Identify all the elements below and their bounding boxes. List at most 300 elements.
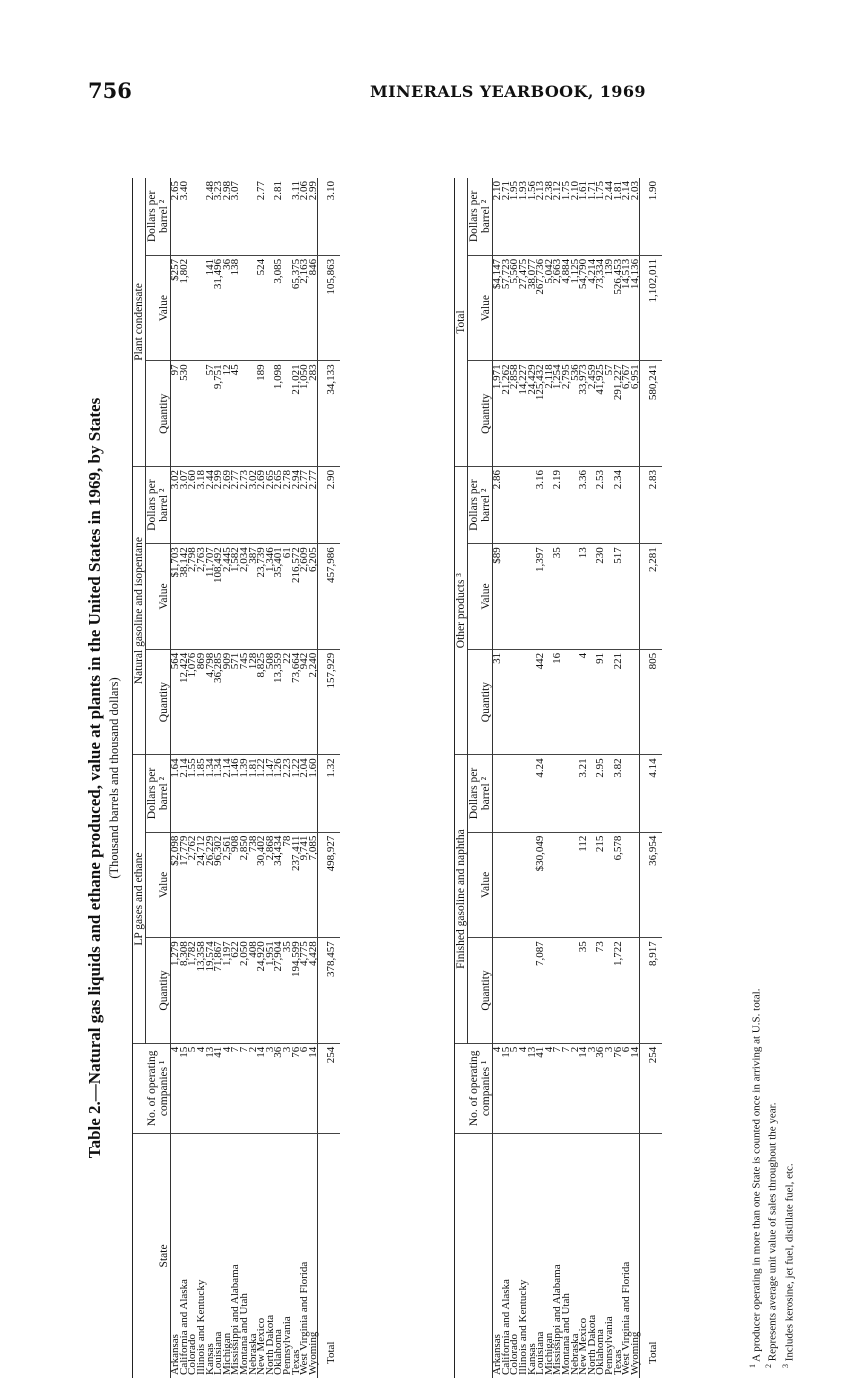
data-cell xyxy=(502,938,511,1044)
col-header-value: Value xyxy=(468,832,493,938)
data-cell: 2.10 xyxy=(493,178,502,255)
table-row xyxy=(510,178,519,1378)
data-cell: 3.02 xyxy=(249,466,258,543)
state-name-cell: Texas xyxy=(611,1349,624,1375)
table-part-2-body xyxy=(493,178,663,1378)
col-header-dollars-per-barrel: Dollars per barrel ² xyxy=(468,178,493,255)
total-label: Total xyxy=(318,1133,341,1378)
total-cell: 254 xyxy=(640,1043,663,1133)
table-part-2 xyxy=(454,178,662,1378)
data-cell: 9,741 xyxy=(300,832,309,938)
data-cell xyxy=(631,544,640,650)
data-cell: 2.19 xyxy=(553,466,562,543)
data-cell: 91 xyxy=(596,649,605,755)
state-name-cell: Nebraska xyxy=(246,1333,259,1375)
data-cell: 1.47 xyxy=(266,755,275,832)
total-cell: 3.10 xyxy=(318,178,341,255)
data-cell: 76 xyxy=(292,1043,301,1133)
data-cell: 1.93 xyxy=(519,178,528,255)
data-cell xyxy=(240,361,249,467)
data-cell: 108,492 xyxy=(214,544,223,650)
data-cell: 2,118 xyxy=(545,361,554,467)
data-cell: 2.77 xyxy=(309,466,318,543)
data-cell: 194,599 xyxy=(292,938,301,1044)
data-cell: $2,098 xyxy=(171,832,180,938)
data-cell: 1.71 xyxy=(588,178,597,255)
data-cell: 13,359 xyxy=(274,649,283,755)
data-cell: 2 xyxy=(571,1043,580,1133)
data-cell: 1.85 xyxy=(197,755,206,832)
data-cell xyxy=(631,755,640,832)
data-cell: 14 xyxy=(579,1043,588,1133)
data-cell: 908 xyxy=(231,832,240,938)
data-cell: 3.21 xyxy=(579,755,588,832)
col-header-state: State xyxy=(133,1133,171,1378)
table-row xyxy=(180,178,189,1378)
data-cell: 71,867 xyxy=(214,938,223,1044)
data-cell xyxy=(588,938,597,1044)
data-cell: 73 xyxy=(596,938,605,1044)
data-cell: 36 xyxy=(274,1043,283,1133)
data-cell: 31,496 xyxy=(214,255,223,361)
data-cell: 2,445 xyxy=(223,544,232,650)
total-cell: 1,102,011 xyxy=(640,255,663,361)
data-cell xyxy=(571,649,580,755)
state-name-cell: Michigan xyxy=(220,1332,233,1375)
data-cell xyxy=(519,649,528,755)
data-cell: 2.44 xyxy=(206,466,215,543)
data-cell: $89 xyxy=(493,544,502,650)
table-row xyxy=(545,178,554,1378)
table-row xyxy=(571,178,580,1378)
data-cell: 216,572 xyxy=(292,544,301,650)
table-row xyxy=(283,178,292,1378)
data-cell xyxy=(510,832,519,938)
data-cell: 1,197 xyxy=(223,938,232,1044)
data-cell: 517 xyxy=(614,544,623,650)
data-cell: 7 xyxy=(240,1043,249,1133)
data-cell: 24,712 xyxy=(197,832,206,938)
data-cell: 4 xyxy=(545,1043,554,1133)
col-header-quantity: Quantity xyxy=(146,649,171,755)
total-cell: 1.32 xyxy=(318,755,341,832)
footnote xyxy=(764,188,780,1368)
data-cell: 24,920 xyxy=(257,938,266,1044)
data-cell: 4 xyxy=(579,649,588,755)
data-cell: 2.14 xyxy=(622,178,631,255)
data-cell: 1.55 xyxy=(188,755,197,832)
state-name-cell: North Dakota xyxy=(263,1314,276,1375)
table-row xyxy=(536,178,545,1378)
table-part-1-body xyxy=(171,178,341,1378)
table-row xyxy=(240,178,249,1378)
data-cell: 738 xyxy=(249,832,258,938)
data-cell: 7,087 xyxy=(536,938,545,1044)
data-cell: 1,802 xyxy=(180,255,189,361)
data-cell: 1.56 xyxy=(528,178,537,255)
col-header-value: Value xyxy=(146,544,171,650)
total-cell: 2.90 xyxy=(318,466,341,543)
data-cell: 1,951 xyxy=(266,938,275,1044)
state-name-cell: Illinois and Kentucky xyxy=(194,1279,207,1375)
state-name-cell: Oklahoma xyxy=(594,1329,607,1375)
data-cell xyxy=(493,832,502,938)
data-cell: 15 xyxy=(180,1043,189,1133)
data-cell xyxy=(562,755,571,832)
data-cell: 564 xyxy=(171,649,180,755)
data-cell: 408 xyxy=(249,938,258,1044)
data-cell: 2.23 xyxy=(283,755,292,832)
group-header: Other products ³ xyxy=(455,466,468,754)
data-cell: 5,560 xyxy=(510,255,519,361)
data-cell: 2.86 xyxy=(493,466,502,543)
data-cell: 2,459 xyxy=(588,361,597,467)
data-cell: 1.81 xyxy=(249,755,258,832)
data-cell: 3,085 xyxy=(274,255,283,361)
total-cell: 254 xyxy=(318,1043,341,1133)
state-name-cell: Nebraska xyxy=(568,1333,581,1375)
col-header-companies: No. of operating companies ¹ xyxy=(455,1043,493,1133)
data-cell: 1,098 xyxy=(274,361,283,467)
data-cell xyxy=(510,938,519,1044)
data-cell: 909 xyxy=(223,649,232,755)
table-row xyxy=(528,178,537,1378)
data-cell: 2.38 xyxy=(545,178,554,255)
data-cell xyxy=(545,649,554,755)
col-header-quantity: Quantity xyxy=(146,361,171,467)
total-label: Total xyxy=(640,1133,663,1378)
data-cell: 73,664 xyxy=(292,649,301,755)
state-name-cell: Colorado xyxy=(508,1334,521,1375)
footnote-text: Includes kerosine, jet fuel, distillate fuel, etc. xyxy=(783,1163,796,1362)
data-cell: 622 xyxy=(231,938,240,1044)
state-name-cell: California and Alaska xyxy=(177,1279,190,1375)
data-cell: 3.07 xyxy=(231,178,240,255)
data-cell: 141 xyxy=(206,255,215,361)
data-cell: 2.03 xyxy=(631,178,640,255)
data-cell: 4 xyxy=(171,1043,180,1133)
data-cell: 536 xyxy=(571,361,580,467)
data-cell xyxy=(545,755,554,832)
data-cell: 1.22 xyxy=(292,755,301,832)
data-cell: 8,308 xyxy=(180,938,189,1044)
table-row xyxy=(502,178,511,1378)
table-row xyxy=(631,178,640,1378)
data-cell: 291,227 xyxy=(614,361,623,467)
data-cell: 283 xyxy=(309,361,318,467)
data-cell: 2,858 xyxy=(510,361,519,467)
data-cell: 35 xyxy=(283,938,292,1044)
data-cell: 21,262 xyxy=(502,361,511,467)
data-cell: 1.39 xyxy=(240,755,249,832)
data-cell: 3 xyxy=(605,1043,614,1133)
data-cell xyxy=(562,938,571,1044)
data-cell: 14 xyxy=(309,1043,318,1133)
data-cell: 14 xyxy=(631,1043,640,1133)
data-cell: $4,147 xyxy=(493,255,502,361)
data-cell: 2,163 xyxy=(300,255,309,361)
table-row xyxy=(493,178,502,1378)
data-cell: 96,302 xyxy=(214,832,223,938)
data-cell: 4,775 xyxy=(300,938,309,1044)
running-head: MINERALS YEARBOOK, 1969 xyxy=(370,82,646,101)
data-cell: 1,254 xyxy=(553,361,562,467)
data-cell: 73,334 xyxy=(596,255,605,361)
data-cell: 4.24 xyxy=(536,755,545,832)
data-cell: 2.94 xyxy=(292,466,301,543)
col-header-quantity: Quantity xyxy=(468,649,493,755)
data-cell: 12 xyxy=(223,361,232,467)
data-cell: 26,229 xyxy=(206,832,215,938)
data-cell xyxy=(588,649,597,755)
data-cell: 267,736 xyxy=(536,255,545,361)
table-row xyxy=(188,178,197,1378)
data-cell: 78 xyxy=(283,832,292,938)
data-cell: 4,884 xyxy=(562,255,571,361)
data-cell: 11,707 xyxy=(206,544,215,650)
data-cell: 1,076 xyxy=(188,649,197,755)
data-cell: 139 xyxy=(605,255,614,361)
data-cell: 745 xyxy=(240,649,249,755)
data-cell: 5,042 xyxy=(545,255,554,361)
state-name-cell: Montana and Utah xyxy=(559,1293,572,1375)
col-header-value: Value xyxy=(468,255,493,361)
data-cell: 45 xyxy=(231,361,240,467)
data-cell: 1.75 xyxy=(596,178,605,255)
data-cell: 6,951 xyxy=(631,361,640,467)
data-cell xyxy=(493,755,502,832)
state-name-cell: Pennsylvania xyxy=(280,1316,293,1375)
table-row xyxy=(562,178,571,1378)
footnote-mark: 3 xyxy=(780,1364,790,1368)
data-cell: 14,136 xyxy=(631,255,640,361)
data-cell xyxy=(240,178,249,255)
data-cell: 2,798 xyxy=(188,544,197,650)
data-cell: 2,850 xyxy=(240,832,249,938)
table-row xyxy=(596,178,605,1378)
state-name-cell: Colorado xyxy=(186,1334,199,1375)
data-cell: 2.77 xyxy=(257,178,266,255)
col-header-dollars-per-barrel: Dollars per barrel ² xyxy=(146,755,171,832)
state-name-cell: New Mexico xyxy=(255,1317,268,1375)
data-cell: 31 xyxy=(493,649,502,755)
data-cell: 2.77 xyxy=(231,466,240,543)
data-cell xyxy=(553,938,562,1044)
total-cell: 36,954 xyxy=(640,832,663,938)
data-cell: 15 xyxy=(502,1043,511,1133)
data-cell: 1.81 xyxy=(614,178,623,255)
data-cell: 2.60 xyxy=(188,466,197,543)
data-cell xyxy=(502,466,511,543)
data-cell xyxy=(562,649,571,755)
table-row xyxy=(171,178,180,1378)
table-row xyxy=(231,178,240,1378)
data-cell xyxy=(502,832,511,938)
total-cell: 378,457 xyxy=(318,938,341,1044)
data-cell: 27,475 xyxy=(519,255,528,361)
data-cell: 524 xyxy=(257,255,266,361)
data-cell: 128 xyxy=(249,649,258,755)
page-number: 756 xyxy=(88,78,132,103)
data-cell: 2.65 xyxy=(171,178,180,255)
data-cell xyxy=(545,544,554,650)
data-cell: 869 xyxy=(197,649,206,755)
table-row xyxy=(300,178,309,1378)
data-cell: 1,125 xyxy=(571,255,580,361)
data-cell: 571 xyxy=(231,649,240,755)
data-cell: 65,375 xyxy=(292,255,301,361)
data-cell xyxy=(519,755,528,832)
data-cell: 221 xyxy=(614,649,623,755)
total-cell: 34,133 xyxy=(318,361,341,467)
data-cell: 2.95 xyxy=(596,755,605,832)
data-cell: 189 xyxy=(257,361,266,467)
data-cell: 230 xyxy=(596,544,605,650)
data-cell: 1.60 xyxy=(309,755,318,832)
data-cell: 97 xyxy=(171,361,180,467)
state-name-cell: West Virginia and Florida xyxy=(298,1261,311,1375)
data-cell: 215 xyxy=(596,832,605,938)
data-cell: 2.13 xyxy=(536,178,545,255)
data-cell: 14,513 xyxy=(622,255,631,361)
data-cell: 14,227 xyxy=(519,361,528,467)
data-cell: 54,790 xyxy=(579,255,588,361)
col-header-companies: No. of operating companies ¹ xyxy=(133,1043,171,1133)
state-name-cell: Louisiana xyxy=(534,1331,547,1375)
data-cell xyxy=(502,755,511,832)
data-cell: 2.14 xyxy=(223,755,232,832)
data-cell xyxy=(631,649,640,755)
data-cell: 2,240 xyxy=(309,649,318,755)
data-cell: 2,561 xyxy=(223,832,232,938)
data-cell: 4,214 xyxy=(588,255,597,361)
data-cell: 57,723 xyxy=(502,255,511,361)
total-cell: 498,927 xyxy=(318,832,341,938)
table-row xyxy=(292,178,301,1378)
data-cell: 21,021 xyxy=(292,361,301,467)
data-cell xyxy=(631,466,640,543)
data-cell xyxy=(545,938,554,1044)
data-cell: 508 xyxy=(266,649,275,755)
footnotes xyxy=(748,188,797,1368)
data-cell: 2.77 xyxy=(300,466,309,543)
data-cell: 2.78 xyxy=(283,466,292,543)
data-cell: 41 xyxy=(536,1043,545,1133)
data-cell: 61 xyxy=(283,544,292,650)
data-cell: 24,429 xyxy=(528,361,537,467)
table-title: Table 2.—Natural gas liquids and ethane produced, value at plants in the United States in 1969, by States xyxy=(85,397,104,1159)
data-cell: 2,868 xyxy=(266,832,275,938)
data-cell: 2.73 xyxy=(240,466,249,543)
data-cell xyxy=(240,255,249,361)
data-cell: 9,751 xyxy=(214,361,223,467)
total-cell: 1.90 xyxy=(640,178,663,255)
state-name-cell: Arkansas xyxy=(491,1334,504,1375)
data-cell: 2,763 xyxy=(197,544,206,650)
data-cell: 34,434 xyxy=(274,832,283,938)
state-name-cell: Montana and Utah xyxy=(237,1293,250,1375)
data-cell: 57 xyxy=(605,361,614,467)
data-cell: 5 xyxy=(510,1043,519,1133)
data-cell: 13 xyxy=(579,544,588,650)
data-cell: 76 xyxy=(614,1043,623,1133)
data-cell: 3 xyxy=(283,1043,292,1133)
table-row xyxy=(553,178,562,1378)
table-part-1 xyxy=(132,178,340,1378)
data-cell: 13 xyxy=(528,1043,537,1133)
data-cell: 5 xyxy=(188,1043,197,1133)
data-cell: 22 xyxy=(283,649,292,755)
data-cell: 2,795 xyxy=(562,361,571,467)
data-cell: 13 xyxy=(206,1043,215,1133)
col-header-value: Value xyxy=(146,255,171,361)
data-cell xyxy=(510,544,519,650)
data-cell: $257 xyxy=(171,255,180,361)
table-row xyxy=(519,178,528,1378)
data-cell: 35 xyxy=(579,938,588,1044)
total-cell: 457,986 xyxy=(318,544,341,650)
data-cell: 3.36 xyxy=(579,466,588,543)
state-name-cell: Oklahoma xyxy=(272,1329,285,1375)
data-cell xyxy=(545,832,554,938)
data-cell: 942 xyxy=(300,649,309,755)
data-cell: 3.40 xyxy=(180,178,189,255)
state-name-cell: Mississippi and Alabama xyxy=(229,1264,242,1375)
data-cell: 3.02 xyxy=(171,466,180,543)
group-header: Total xyxy=(455,178,468,466)
data-cell xyxy=(197,361,206,467)
total-row xyxy=(640,178,663,1378)
table-row xyxy=(309,178,318,1378)
data-cell: 2.14 xyxy=(180,755,189,832)
data-cell: 846 xyxy=(309,255,318,361)
data-cell: 35 xyxy=(553,544,562,650)
footnote-text: Represents average unit value of sales throughout the year. xyxy=(767,1102,780,1362)
data-cell: 1.61 xyxy=(579,178,588,255)
table-row xyxy=(214,178,223,1378)
total-cell: 580,241 xyxy=(640,361,663,467)
data-cell: 237,411 xyxy=(292,832,301,938)
group-header: Finished gasoline and naphtha xyxy=(455,755,468,1043)
data-cell: 2.99 xyxy=(214,466,223,543)
data-cell: 1.64 xyxy=(171,755,180,832)
data-cell: 1.22 xyxy=(257,755,266,832)
data-cell xyxy=(553,755,562,832)
table-row xyxy=(579,178,588,1378)
data-cell: 1.95 xyxy=(510,178,519,255)
data-cell: 27,904 xyxy=(274,938,283,1044)
state-name-cell: Louisiana xyxy=(212,1331,225,1375)
data-cell: 2,609 xyxy=(300,544,309,650)
data-cell: 12,424 xyxy=(180,649,189,755)
total-cell: 157,929 xyxy=(318,649,341,755)
table-row xyxy=(223,178,232,1378)
data-cell: 35,401 xyxy=(274,544,283,650)
data-cell: 530 xyxy=(180,361,189,467)
data-cell: 36 xyxy=(596,1043,605,1133)
table-row xyxy=(605,178,614,1378)
data-cell: 2.34 xyxy=(614,466,623,543)
state-name-cell: Arkansas xyxy=(169,1334,182,1375)
data-cell xyxy=(519,466,528,543)
col-header-quantity: Quantity xyxy=(146,938,171,1044)
state-name-cell: Wyoming xyxy=(628,1331,641,1375)
data-cell: 2.04 xyxy=(300,755,309,832)
data-cell: 1.34 xyxy=(206,755,215,832)
data-cell xyxy=(493,938,502,1044)
data-cell: 2.65 xyxy=(274,466,283,543)
state-name-cell: Kansas xyxy=(525,1343,538,1375)
